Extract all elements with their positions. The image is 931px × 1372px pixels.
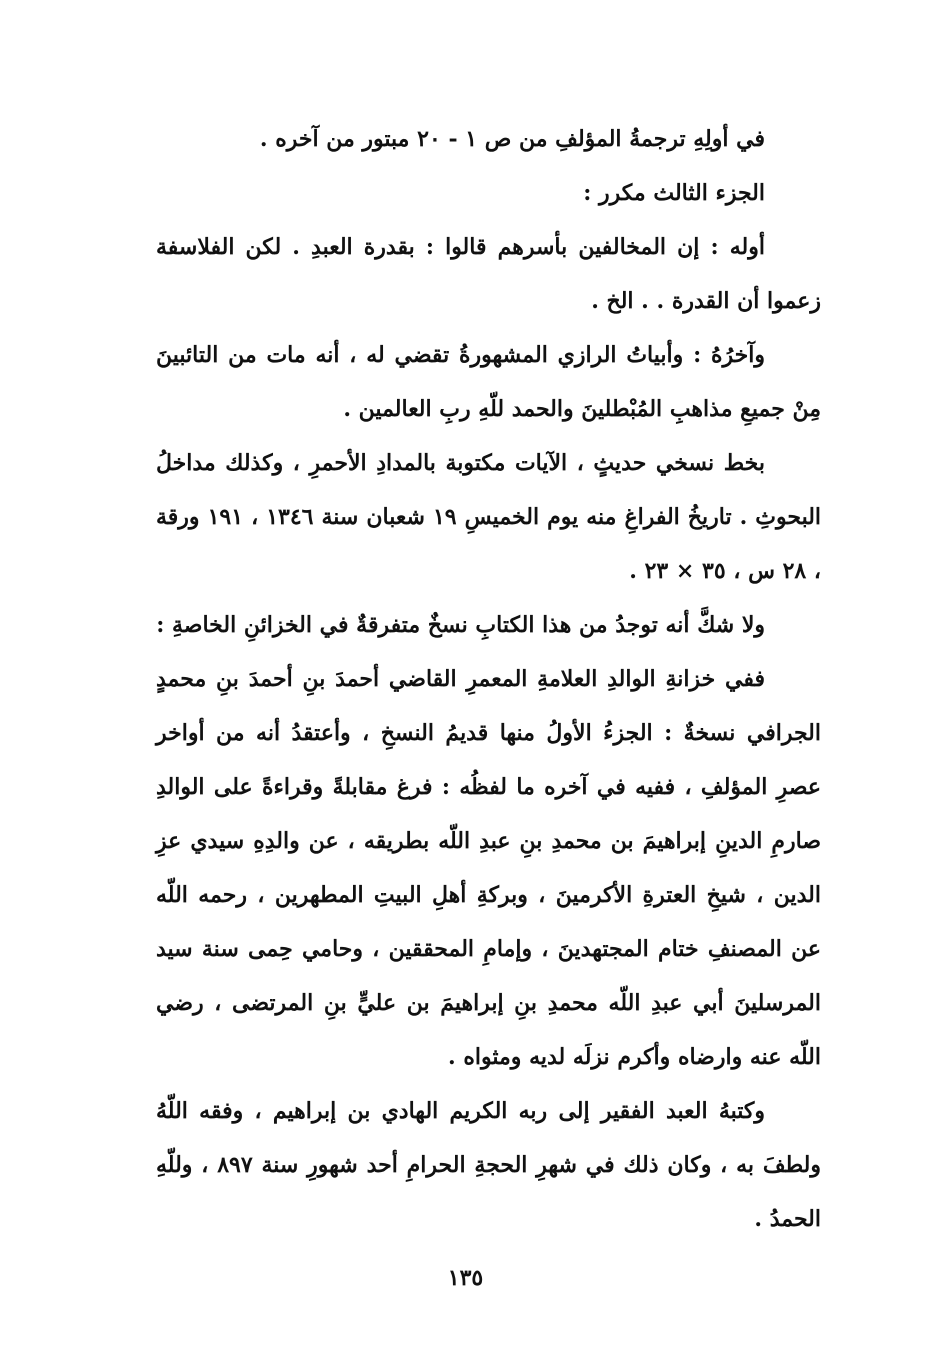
paragraph-4: وآخرُهُ : وأبياتُ الرازي المشهورةُ تقضي له ، أنه مات من التائبينَ مِنْ جميعِ مذاهبِ المُبْطلينَ والحمد للّهِ ربِ العالمين .	[156, 342, 821, 422]
page-number: ١٣٥	[447, 1265, 484, 1291]
paragraph-5: بخط نسخي حديثٍ ، الآيات مكتوبة بالمدادِ الأحمرِ ، وكذلك مداخلُ البحوثِ . تاريخُ الفراغِ منه يوم الخميسِ ١٩ شعبان سنة ١٣٤٦ ، ١٩١ ورقة ، ٢٨ س ، ٣٥ × ٢٣ .	[156, 450, 822, 584]
paragraph-8: وكتبهُ العبد الفقير إلى ربه الكريم الهادي بن إبراهيم ، وفقه اللّهُ ولطفَ به ، وكان ذلك في شهرِ الحجةِ الحرامِ أحد شهورِ سنة ٨٩٧ ، وللّهِ الحمدُ .	[156, 1098, 822, 1232]
paragraph-7: ففي خزانةِ الوالدِ العلامةِ المعمرِ القاضي أحمدَ بنِ أحمدَ بنِ محمدٍ الجرافي نسخةٌ : الجزءُ الأولُ منها قديمُ النسخِ ، وأعتقدُ أنه من أواخر عصرِ المؤلفِ ، ففيه في آخره ما لفظُه : فرغ مقابلةً وقراءةً على الوالدِ صارمِ الدينِ إبراهيمَ بن محمدِ بنِ عبدِ اللّه بطريقه ، عن والدِهِ سيدي عزِ الدين ، شيخِ العترةِ الأكرمينَ ، وبركةِ أهلِ البيتِ المطهرين ، رحمه اللّه عن المصنفِ ختام المجتهدينَ ، وإمامِ المحققين ، وحامي حِمى سنة سيد المرسلينَ أبي عبدِ اللّه محمدِ بنِ إبراهيمَ بن عليٍّ بنِ المرتضى ، رضي اللّه عنه وارضاه وأكرم نزلَه لديه ومثواه .	[156, 666, 821, 1070]
paragraph-1: في أولِهِ ترجمةُ المؤلفِ من ص ١ - ٢٠ مبتور من آخره .	[259, 126, 765, 152]
paragraph-6: ولا شكَّ أنه توجدُ من هذا الكتابِ نسخٌ متفرقةٌ في الخزائنِ الخاصةِ :	[156, 612, 765, 638]
paragraph-3: أوله : إن المخالفين بأسرهم قالوا : بقدرة العبدِ . لكن الفلاسفة زعموا أن القدرة . . الخ .	[156, 234, 821, 314]
paragraph-2: الجزء الثالث مكرر :	[583, 180, 765, 206]
page-body	[156, 112, 821, 1246]
